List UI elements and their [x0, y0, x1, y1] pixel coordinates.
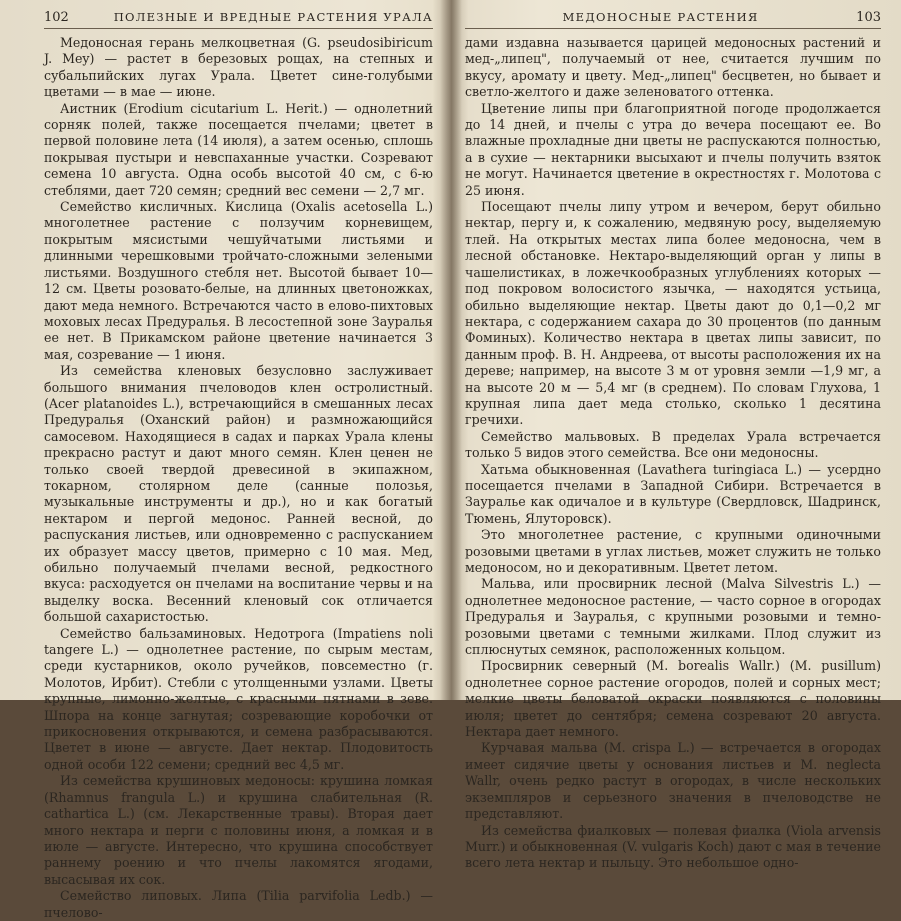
right-page-header	[465, 10, 881, 29]
paragraph: Это многолетнее растение, с крупными одиночными розовыми цветами в углах листьев, может служить не только медоносом, но и декоративным. Цветет летом.	[465, 527, 881, 575]
paragraph: Семейство бальзаминовых. Недотрога (Impatiens noli tangere L.) — однолетнее растение, по сырым местам, среди кустарников, около ручейков, повсеместно (г. Молотов, Ирбит). Стебли с утолщенными узлами. Цветы крупные, лимонно-желтые, с красными пятнами в зеве. Шпора на конце загнутая; созревающие коробочки от прикосновения открываются, и семена разбрасываются. Цветет в июне — августе. Дает нектар. Плодовитость одной особи 122 семени; средний вес 4,5 мг.	[44, 625, 433, 772]
paragraph: Семейство мальвовых. В пределах Урала встречается только 5 видов этого семейства. Все они медоносны.	[465, 428, 881, 461]
paragraph: Посещают пчелы липу утром и вечером, берут обильно нектар, пергу и, к сожалению, медвяную росу, выделяемую тлей. На открытых местах липа более медоносна, чем в лесной обстановке. Нектаро-выделяющий орган у липы в чашелистиках, в ложечкообразных углублениях которых — под покровом волосистого язычка, — находятся устьица, обильно выделяющие нектар. Цветы дают до 0,1—0,2 мг нектара, с содержанием сахара до 30 процентов (по данным Фоминых). Количество нектара в цветах липы зависит, по данным проф. В. Н. Андреева, от высоты расположения их на дереве; например, на высоте 3 м от уровня земли —1,9 мг, а на высоте 20 м — 5,4 мг (в среднем). По словам Глухова, 1 крупная липа дает меда столько, сколько 1 десятина гречихи.	[465, 199, 881, 428]
left-page-body	[44, 35, 433, 921]
paragraph: дами издавна называется царицей медоносных растений и мед-„липец", получаемый от нее, считается лучшим по вкусу, аромату и цвету. Мед-„липец" бесцветен, но бывает и светло-желтого и даже зеленоватого оттенка.	[465, 35, 881, 100]
left-page-header	[44, 10, 433, 29]
left-running-head: ПОЛЕЗНЫЕ И ВРЕДНЫЕ РАСТЕНИЯ УРАЛА	[113, 10, 433, 24]
right-page-number: 103	[856, 10, 881, 25]
paragraph: Аистник (Erodium cicutarium L. Herit.) — однолетний сорняк полей, также посещается пчелами; цветет в первой половине лета (14 июля), а затем осенью, сплошь покрывая пустыри и невспаханные участки. Созревают семена 10 августа. Одна особь высотой 40 см, с 6-ю стеблями, дает 720 семян; средний вес семени — 2,7 мг.	[44, 100, 433, 198]
paragraph: Из семейства крушиновых медоносы: крушина ломкая (Rhamnus frangula L.) и крушина слабительная (R. cathartica L.) (см. Лекарственные травы). Вторая дает много нектара и перги с половины июня, а ломкая и в июле — августе. Интересно, что крушина способствует раннему роению и что пчелы лакомятся ягодами, высасывая их сок.	[44, 773, 433, 887]
right-running-head: МЕДОНОСНЫЕ РАСТЕНИЯ	[562, 10, 759, 24]
paragraph: Семейство липовых. Липа (Tilia parvifolia Ledb.) — пчелово-	[44, 888, 433, 920]
paragraph: Просвирник северный (M. borealis Wallr.) (M. pusillum) однолетнее сорное растение огородов, полей и сорных мест; мелкие цветы беловатой окраски появляются с половины июля; цветет до сентября; семена созревают 20 августа. Нектара дает немного.	[465, 658, 881, 740]
paragraph: Медоносная герань мелкоцветная (G. pseudosibiricum J. Mey) — растет в березовых рощах, на степных и субальпийских лугах Урала. Цветет сине-голубыми цветами — в мае — июне.	[44, 35, 433, 100]
paragraph: Мальва, или просвирник лесной (Malva Silvestris L.) — однолетнее медоносное растение, — часто сорное в огородах Предуралья и Зауралья, с крупными розовыми и темно-розовыми цветами с темными жилками. Плод служит из сплюснутых семянок, расположенных кольцом.	[465, 576, 881, 658]
paragraph: Семейство кисличных. Кислица (Oxalis acetosella L.) многолетнее растение с ползучим корневищем, покрытым мясистыми чешуйчатыми листьями и длинными черешковыми тройчато-сложными зелеными листьями. Воздушного стебля нет. Высотой бывает 10—12 см. Цветы розовато-белые, на длинных цветоножках, дают меда немного. Встречаются часто в елово-пихтовых моховых лесах Предуралья. В лесостепной зоне Зауралья ее нет. В Прикамском районе цветение начинается 3 мая, созревание — 1 июня.	[44, 199, 433, 362]
paragraph: Из семейства кленовых безусловно заслуживает большого внимания пчеловодов клен остролистный. (Acer platanoides L.), встречающийся в смешанных лесах Предуралья (Оханский район) и размножающийся самосевом. Находящиеся в садах и парках Урала клены прекрасно растут и дают много семян. Клен ценен не только своей твердой древесиной в экипажном, токарном, столярном деле (санные полозья, музыкальные инструменты и др.), но и как богатый нектаром и пергой медонос. Ранней весной, до распускания листьев, или одновременно с распусканием их образует массу цветов, примерно с 10 мая. Мед, обильно получаемый пчелами весной, редкостного вкуса: расходуется он пчелами на воспитание червы и на выделку воска. Весенний кленовый сок отличается большой сахаристостью.	[44, 363, 433, 625]
paragraph: Из семейства фиалковых — полевая фиалка (Viola arvensis Murr.) и обыкновенная (V. vulgaris Koch) дают с мая в течение всего лета нектар и пыльцу. Это небольшое одно-	[465, 822, 881, 871]
right-page	[455, 0, 901, 871]
paragraph: Хатьма обыкновенная (Lavathera turingiaca L.) — усердно посещается пчелами в Западной Сибири. Встречается в Зауралье как одичалое и в культуре (Свердловск, Шадринск, Тюмень, Ялуторовск).	[465, 461, 881, 526]
paragraph: Курчавая мальва (M. crispa L.) — встречается в огородах имеет сидячие цветы у основания листьев и M. neglecta Wallr, очень редко растут в огородах, в числе нескольких экземпляров и серьезного значения в пчеловодстве не представляют.	[465, 740, 881, 822]
right-page-body	[465, 35, 881, 872]
left-page	[0, 0, 447, 920]
paragraph: Цветение липы при благоприятной погоде продолжается до 14 дней, и пчелы с утра до вечера посещают ее. Во влажные прохладные дни цветы не распускаются полностью, а в сухие — нектарники высыхают и пчелы получить взяток не могут. Начинается цветение в окрестностях г. Молотова с 25 июня.	[465, 100, 881, 198]
left-page-number: 102	[44, 10, 69, 25]
